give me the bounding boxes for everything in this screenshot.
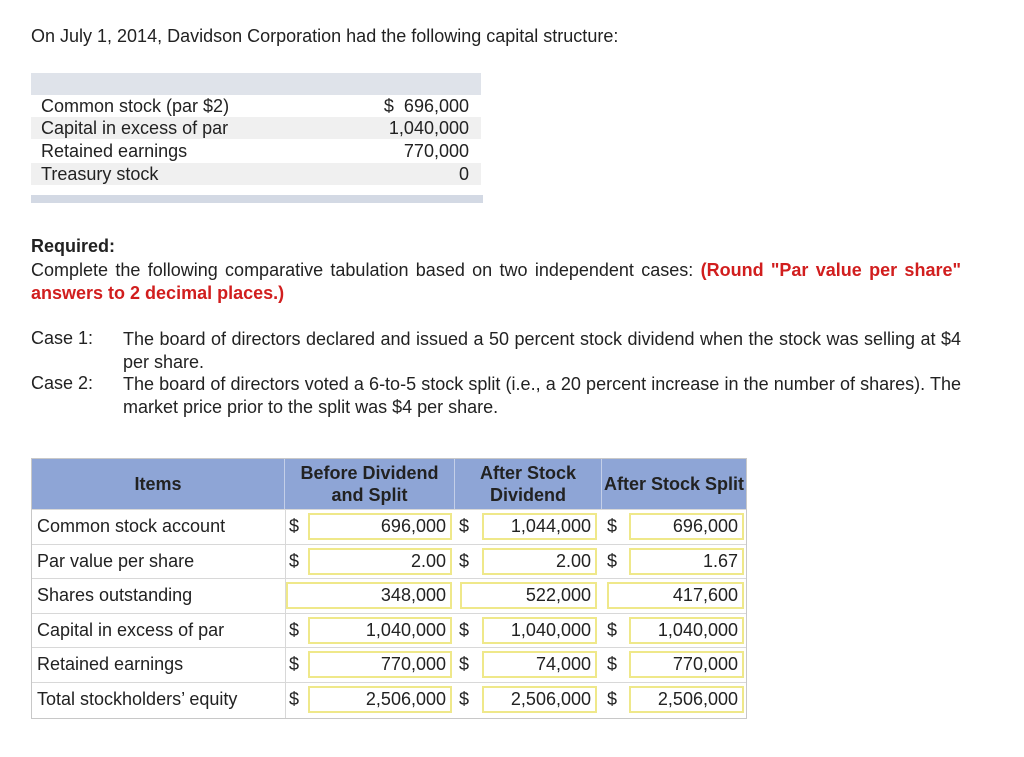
row-label: Capital in excess of par bbox=[37, 620, 225, 640]
rounding-note: (Round "Par value per share" answers to 2 decimal places.) bbox=[31, 260, 962, 303]
capital-structure-row bbox=[31, 117, 481, 139]
answer-cell-after-dividend[interactable]: 1,044,000 bbox=[482, 513, 597, 540]
answer-cell-after-split[interactable]: 1.67 bbox=[629, 548, 744, 575]
answer-cell-after-split[interactable]: 2,506,000 bbox=[629, 686, 744, 713]
currency-symbol: $ bbox=[607, 689, 618, 709]
header-before: Before Dividend and Split bbox=[285, 459, 455, 509]
currency-symbol: $ bbox=[459, 620, 470, 640]
table-row bbox=[32, 544, 746, 578]
case-2-text: The board of directors voted a 6-to-5 stock split (i.e., a 20 percent increase in the number of shares). The market price prior to the split was $4 per share. bbox=[123, 374, 961, 417]
row-label: Retained earnings bbox=[37, 654, 184, 674]
answer-cell-after-split[interactable]: 1,040,000 bbox=[629, 617, 744, 644]
capital-structure-amount: 770,000 bbox=[403, 141, 469, 161]
capital-structure-label: Retained earnings bbox=[41, 141, 188, 161]
answer-cell-after-dividend[interactable]: 1,040,000 bbox=[482, 617, 597, 644]
answer-cell-after-split[interactable]: 696,000 bbox=[629, 513, 744, 540]
header-after-split: After Stock Split bbox=[602, 459, 746, 509]
case-1-label: Case 1: bbox=[31, 328, 94, 348]
capital-structure-bottom-bar bbox=[31, 195, 483, 203]
header-items: Items bbox=[32, 459, 285, 509]
answer-cell-after-split[interactable]: 417,600 bbox=[607, 582, 744, 609]
table-row bbox=[32, 509, 746, 543]
answer-cell-before[interactable]: 348,000 bbox=[286, 582, 452, 609]
capital-structure-amount: 0 bbox=[458, 164, 469, 184]
row-label: Total stockholders’ equity bbox=[37, 689, 238, 709]
currency-symbol: $ bbox=[459, 689, 470, 709]
case-1-text: The board of directors declared and issued a 50 percent stock dividend when the stock was selling at $4 per share. bbox=[123, 329, 961, 372]
answer-cell-before[interactable]: 2.00 bbox=[308, 548, 452, 575]
row-label: Shares outstanding bbox=[37, 585, 193, 605]
answer-cell-after-dividend[interactable]: 2.00 bbox=[482, 548, 597, 575]
table-row bbox=[32, 613, 746, 647]
capital-structure-label: Capital in excess of par bbox=[41, 118, 229, 138]
intro-text: On July 1, 2014, Davidson Corporation had the following capital structure: bbox=[31, 26, 619, 46]
comparative-table bbox=[31, 458, 747, 719]
capital-structure-amount: $ 696,000 bbox=[383, 96, 469, 116]
answer-cell-after-dividend[interactable]: 74,000 bbox=[482, 651, 597, 678]
instructions-text: Complete the following comparative tabulation based on two independent cases: bbox=[31, 260, 701, 280]
capital-structure-row bbox=[31, 163, 481, 185]
currency-symbol: $ bbox=[459, 551, 470, 571]
table-row bbox=[32, 682, 746, 716]
currency-symbol: $ bbox=[289, 551, 300, 571]
required-heading: Required: bbox=[31, 236, 116, 256]
row-label: Common stock account bbox=[37, 516, 226, 536]
answer-cell-before[interactable]: 696,000 bbox=[308, 513, 452, 540]
capital-structure-row bbox=[31, 95, 481, 117]
currency-symbol: $ bbox=[289, 516, 300, 536]
currency-symbol: $ bbox=[607, 516, 618, 536]
answer-cell-before[interactable]: 2,506,000 bbox=[308, 686, 452, 713]
capital-structure-label: Treasury stock bbox=[41, 164, 159, 184]
answer-cell-before[interactable]: 1,040,000 bbox=[308, 617, 452, 644]
table-row bbox=[32, 578, 746, 612]
currency-symbol: $ bbox=[459, 516, 470, 536]
row-label: Par value per share bbox=[37, 551, 195, 571]
capital-structure-amount: 1,040,000 bbox=[388, 118, 469, 138]
case-2-label: Case 2: bbox=[31, 373, 94, 393]
answer-cell-after-split[interactable]: 770,000 bbox=[629, 651, 744, 678]
answer-cell-after-dividend[interactable]: 522,000 bbox=[460, 582, 597, 609]
answer-cell-before[interactable]: 770,000 bbox=[308, 651, 452, 678]
currency-symbol: $ bbox=[607, 551, 618, 571]
table-row bbox=[32, 647, 746, 681]
currency-symbol: $ bbox=[289, 654, 300, 674]
currency-symbol: $ bbox=[289, 620, 300, 640]
capital-structure-top-bar bbox=[31, 73, 481, 95]
capital-structure-row bbox=[31, 140, 481, 162]
answer-cell-after-dividend[interactable]: 2,506,000 bbox=[482, 686, 597, 713]
capital-structure-label: Common stock (par $2) bbox=[41, 96, 230, 116]
header-after-dividend: After Stock Dividend bbox=[455, 459, 602, 509]
currency-symbol: $ bbox=[607, 620, 618, 640]
currency-symbol: $ bbox=[459, 654, 470, 674]
currency-symbol: $ bbox=[607, 654, 618, 674]
instructions bbox=[31, 259, 961, 305]
currency-symbol: $ bbox=[289, 689, 300, 709]
